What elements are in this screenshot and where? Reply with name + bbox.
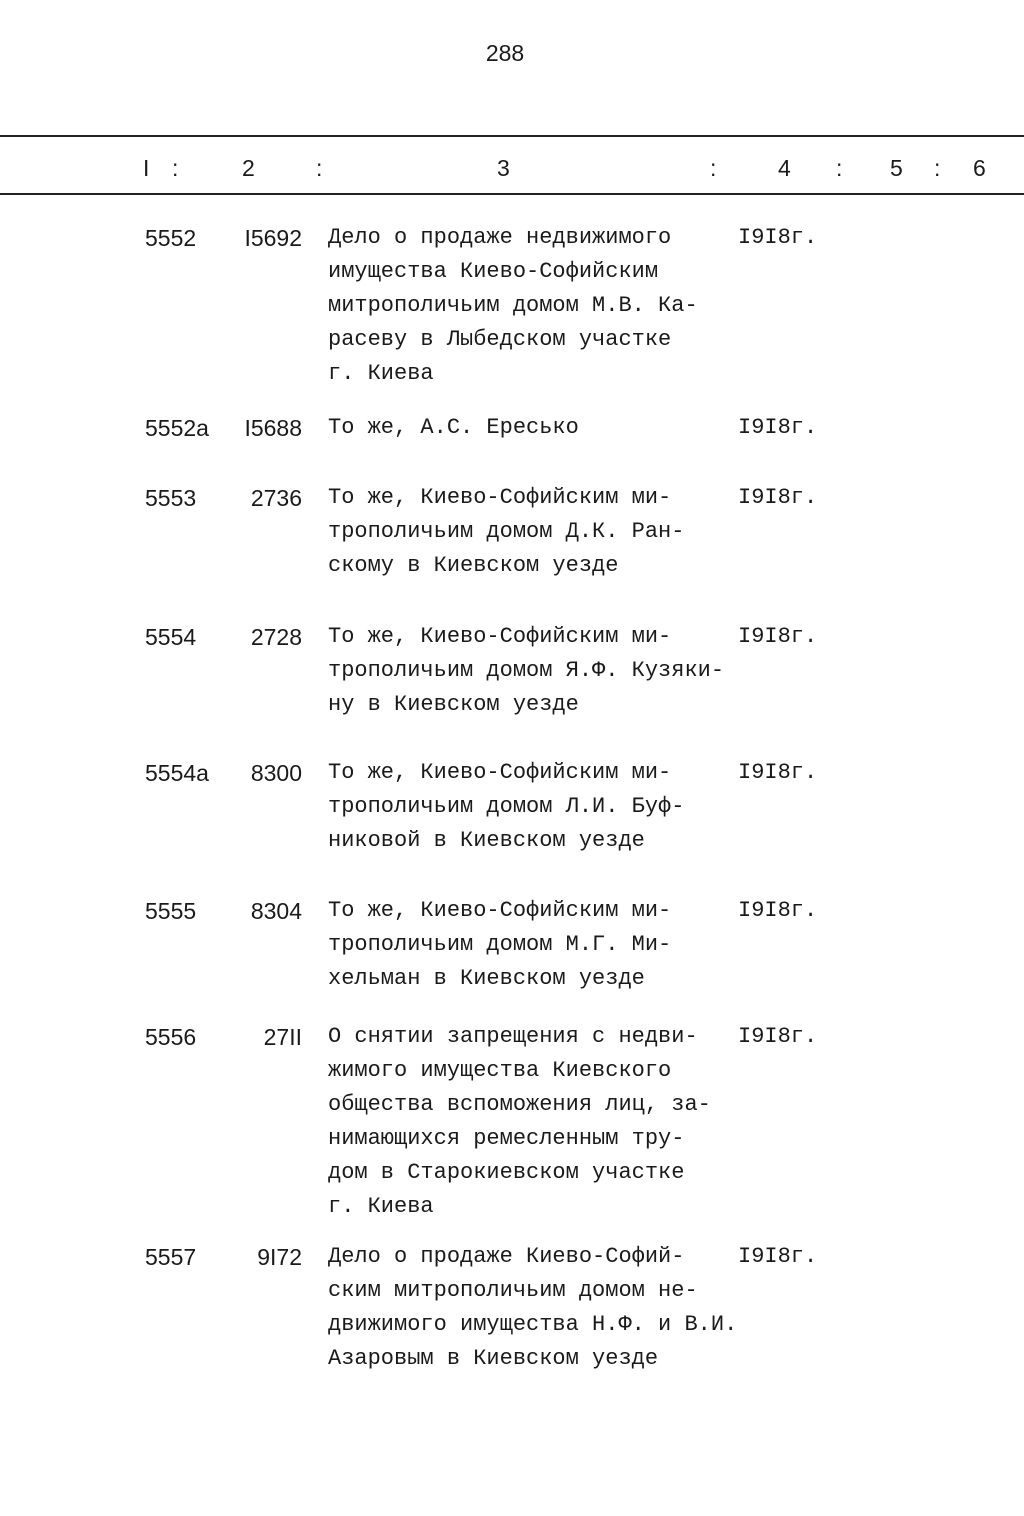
record-year: I9I8г. xyxy=(738,1024,818,1049)
col-separator: : xyxy=(934,155,941,181)
description-line: ским митрополичьим домом не- xyxy=(328,1278,698,1303)
description-line: Дело о продаже недвижимого xyxy=(328,225,672,250)
description-line: О снятии запрещения с недви- xyxy=(328,1024,698,1049)
col-header-2: 2 xyxy=(242,155,255,181)
record-code: I5688 xyxy=(244,415,302,441)
description-line: имущества Киево-Софийским xyxy=(328,259,659,284)
description-line: Азаровым в Киевском уезде xyxy=(328,1346,659,1371)
description-line: Дело о продаже Киево-Софий- xyxy=(328,1244,685,1269)
record-number: 5552 xyxy=(145,225,197,251)
record-description xyxy=(328,1240,737,1376)
col-separator: : xyxy=(710,155,717,181)
col-header-4: 4 xyxy=(778,155,791,181)
record-description xyxy=(328,756,684,858)
description-line: расеву в Лыбедском участке xyxy=(328,327,672,352)
description-line: То же, Киево-Софийским ми- xyxy=(328,760,672,785)
record-description xyxy=(328,620,724,722)
header-bottom-rule xyxy=(0,193,1024,195)
record-year: I9I8г. xyxy=(738,225,818,250)
description-line: трополичьим домом Л.И. Буф- xyxy=(328,794,685,819)
description-line: скому в Киевском уезде xyxy=(328,553,619,578)
col-header-1: I xyxy=(143,155,150,181)
description-line: дом в Старокиевском участке xyxy=(328,1160,685,1185)
description-line: движимого имущества Н.Ф. и В.И. xyxy=(328,1312,738,1337)
record-description xyxy=(328,894,671,996)
record-year: I9I8г. xyxy=(738,898,818,923)
record-number: 5554а xyxy=(145,760,209,786)
record-description xyxy=(328,221,698,391)
record-code: 8300 xyxy=(250,760,302,786)
description-line: То же, Киево-Софийским ми- xyxy=(328,898,672,923)
record-code: 27II xyxy=(263,1024,302,1050)
description-line: То же, Киево-Софийским ми- xyxy=(328,624,672,649)
description-line: общества вспоможения лиц, за- xyxy=(328,1092,711,1117)
record-year: I9I8г. xyxy=(738,1244,818,1269)
record-number: 5554 xyxy=(145,624,197,650)
record-number: 5556 xyxy=(145,1024,197,1050)
description-line: хельман в Киевском уезде xyxy=(328,966,645,991)
col-separator: : xyxy=(836,155,843,181)
description-line: г. Киева xyxy=(328,361,434,386)
record-code: 2736 xyxy=(250,485,302,511)
record-number: 5552а xyxy=(145,415,209,441)
record-code: I5692 xyxy=(244,225,302,251)
header-top-rule xyxy=(0,135,1024,137)
page-number: 288 xyxy=(485,40,525,66)
description-line: трополичьим домом Д.К. Ран- xyxy=(328,519,685,544)
description-line: никовой в Киевском уезде xyxy=(328,828,645,853)
record-number: 5553 xyxy=(145,485,197,511)
col-header-3: 3 xyxy=(497,155,510,181)
description-line: нимающихся ремесленным тру- xyxy=(328,1126,685,1151)
description-line: митрополичьим домом М.В. Ка- xyxy=(328,293,698,318)
col-header-6: 6 xyxy=(973,155,986,181)
description-line: г. Киева xyxy=(328,1194,434,1219)
record-description xyxy=(328,411,579,445)
record-number: 5555 xyxy=(145,898,197,924)
description-line: трополичьим домом Я.Ф. Кузяки- xyxy=(328,658,725,683)
record-year: I9I8г. xyxy=(738,624,818,649)
col-separator: : xyxy=(316,155,323,181)
record-description xyxy=(328,1020,711,1224)
record-code: 2728 xyxy=(250,624,302,650)
col-separator: : xyxy=(172,155,179,181)
record-code: 8304 xyxy=(250,898,302,924)
description-line: То же, Киево-Софийским ми- xyxy=(328,485,672,510)
description-line: жимого имущества Киевского xyxy=(328,1058,672,1083)
description-line: трополичьим домом М.Г. Ми- xyxy=(328,932,672,957)
record-year: I9I8г. xyxy=(738,485,818,510)
description-line: То же, А.С. Ересько xyxy=(328,415,579,440)
record-number: 5557 xyxy=(145,1244,197,1270)
description-line: ну в Киевском уезде xyxy=(328,692,579,717)
record-year: I9I8г. xyxy=(738,415,818,440)
record-code: 9I72 xyxy=(257,1244,302,1270)
col-header-5: 5 xyxy=(890,155,903,181)
record-description xyxy=(328,481,684,583)
record-year: I9I8г. xyxy=(738,760,818,785)
